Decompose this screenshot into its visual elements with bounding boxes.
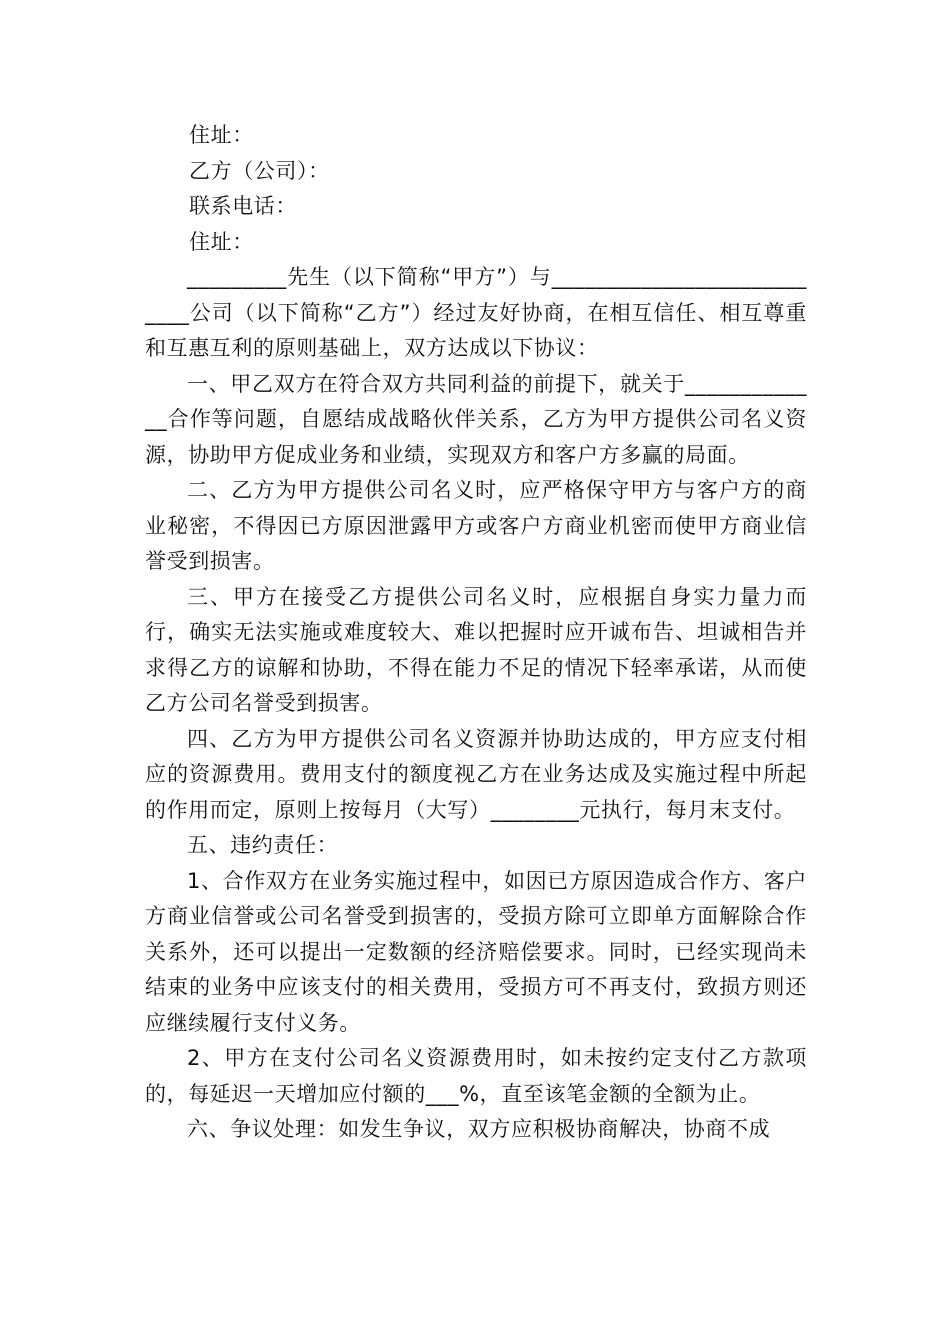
clause-3-paragraph: 三、甲方在接受乙方提供公司名义时，应根据自身实力量力而行，确实无法实施或难度较大、难以把握时应开诚布告、坦诚相告并求得乙方的谅解和协助，不得在能力不足的情况下轻率承诺，从而使乙方公司名誉受到损害。 — [145, 584, 807, 715]
preamble-paragraph: _________先生（以下简称“甲方”）与___________________________公司（以下简称“乙方”）经过友好协商，在相互信任、相互尊重和互惠互利的原则基础上，双方达成以下协议： — [145, 265, 807, 360]
clause-1-paragraph: 一、甲乙双方在符合双方共同利益的前提下，就关于_____________合作等问题，自愿结成战略伙伴关系，乙方为甲方提供公司名义资源，协助甲方促成业务和业绩，实现双方和客户方多赢的局面。 — [145, 371, 807, 467]
clause-5-item-1: 1、合作双方在业务实施过程中，如因已方原因造成合作方、客户方商业信誉或公司名誉受到损害的，受损方除可立即单方面解除合作关系外，还可以提出一定数额的经济赔偿要求。同时，已经实现尚未结束的业务中应该支付的相关费用，受损方可不再支付，致损方则还应继续履行支付义务。 — [145, 868, 807, 1035]
clause-4-paragraph: 四、乙方为甲方提供公司名义资源并协助达成的，甲方应支付相应的资源费用。费用支付的额度视乙方在业务达成及实施过程中所起的作用而定，原则上按每月（大写）________元执行，每月末支付。 — [145, 726, 807, 822]
address-field-party-b: 住址： — [189, 229, 254, 254]
party-b-company-field: 乙方（公司）： — [189, 158, 330, 183]
phone-field: 联系电话： — [189, 194, 297, 218]
clause-6-paragraph: 六、争议处理：如发生争议，双方应积极协商解决，协商不成 — [187, 1117, 771, 1141]
address-field-party-a: 住址： — [189, 123, 254, 147]
clause-5-item-2: 2、甲方在支付公司名义资源费用时，如未按约定支付乙方款项的，每延迟一天增加应付额的___%，直至该笔金额的全额为止。 — [145, 1046, 807, 1106]
clause-5-heading: 五、违约责任： — [187, 833, 339, 857]
clause-2-paragraph: 二、乙方为甲方提供公司名义时，应严格保守甲方与客户方的商业秘密，不得因已方原因泄露甲方或客户方商业机密而使甲方商业信誉受到损害。 — [145, 478, 807, 573]
contract-body — [145, 118, 807, 1148]
